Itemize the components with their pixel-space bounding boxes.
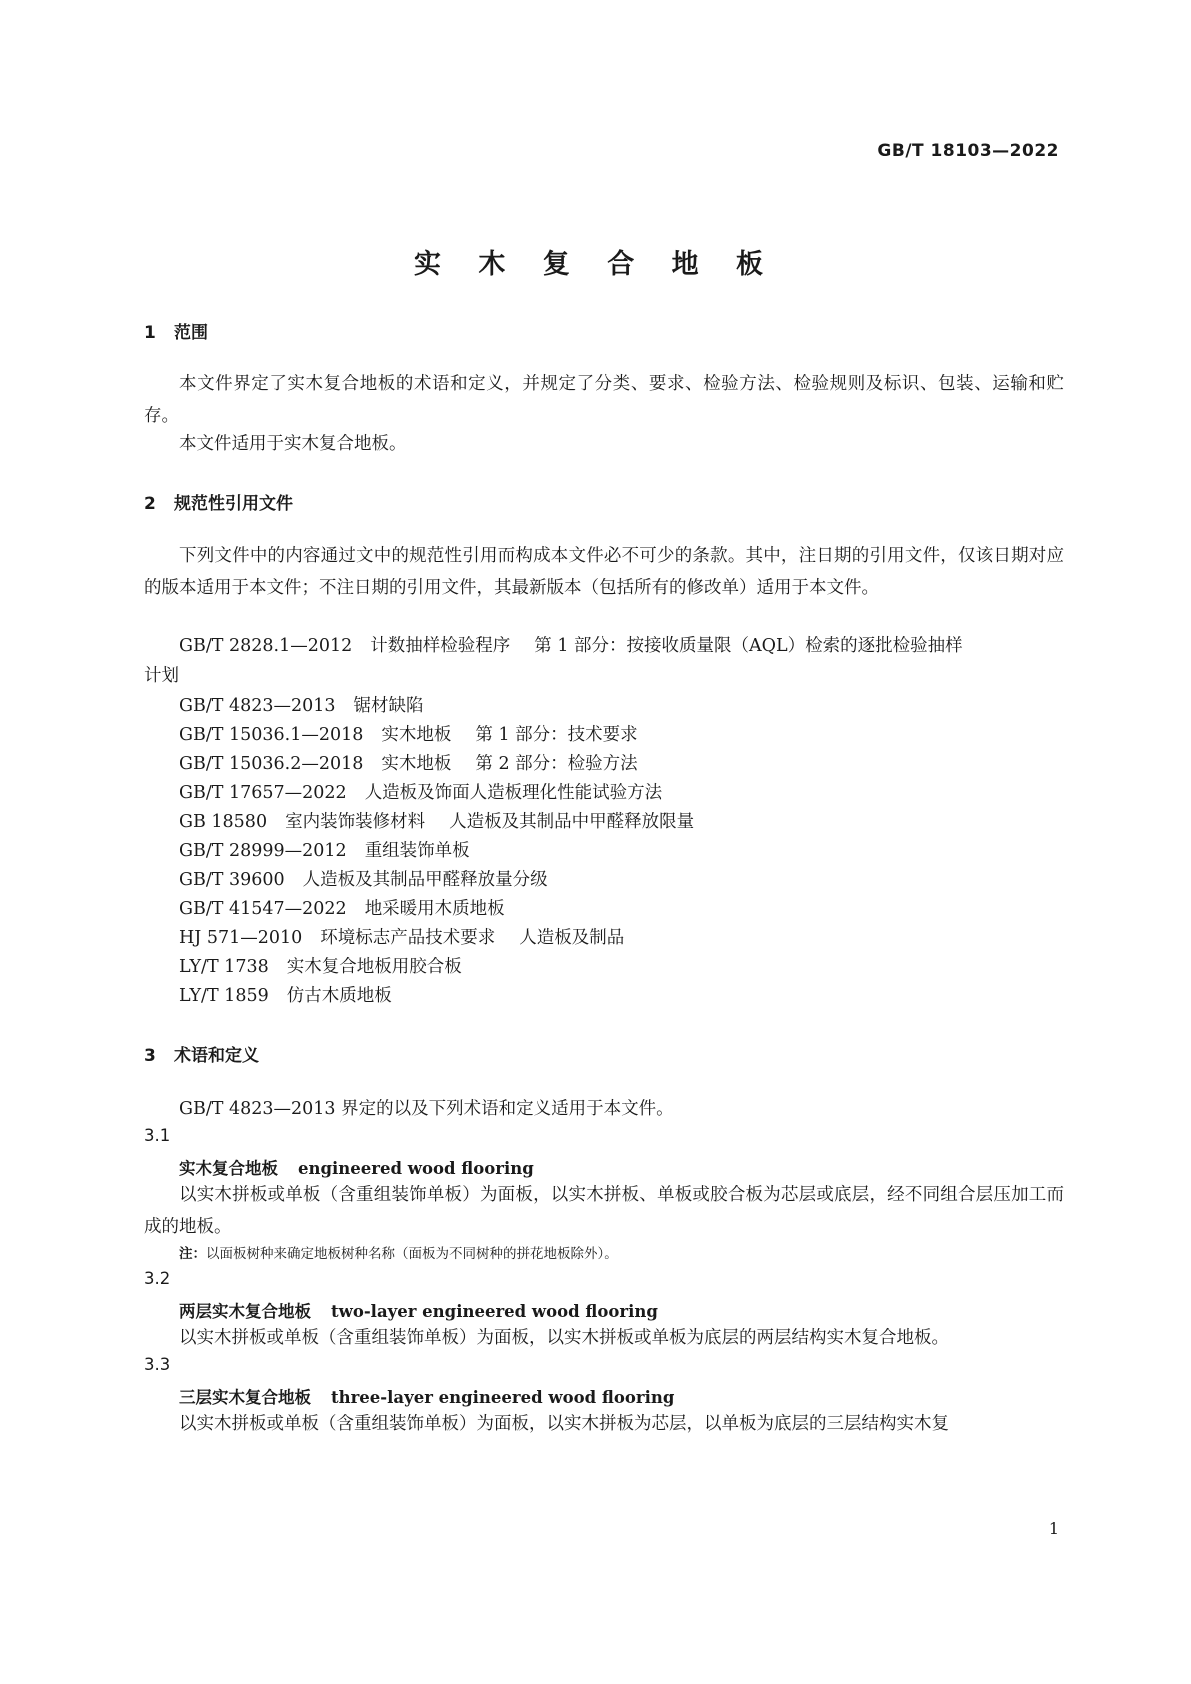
reference-title: 人造板及饰面人造板理化性能试验方法 <box>364 783 663 803</box>
reference-item <box>179 866 548 891</box>
reference-title: 实木复合地板用胶合板 <box>286 957 462 977</box>
reference-item <box>179 837 470 862</box>
reference-title: 人造板及其制品甲醛释放量分级 <box>302 870 548 890</box>
reference-code: GB/T 39600 <box>179 870 285 890</box>
reference-item <box>179 953 462 978</box>
reference-item <box>179 808 694 833</box>
term-english: two-layer engineered wood flooring <box>331 1302 658 1321</box>
reference-item-continuation: 计划 <box>144 666 179 686</box>
clause-number: 3.2 <box>144 1269 171 1288</box>
reference-code: GB/T 15036.2—2018 <box>179 754 364 774</box>
section-number: 2 <box>144 494 156 514</box>
section-title: 规范性引用文件 <box>174 494 293 514</box>
reference-part: 第 1 部分：按接收质量限（AQL）检索的逐批检验抽样 <box>534 636 963 656</box>
term-heading <box>179 1384 674 1408</box>
reference-item <box>179 895 505 920</box>
reference-part: 人造板及其制品中甲醛释放限量 <box>449 812 695 832</box>
term-definition: 以实木拼板或单板（含重组装饰单板）为面板，以实木拼板、单板或胶合板为芯层或底层，经不同组合层压加工而成的地板。 <box>144 1185 1064 1237</box>
reference-code: HJ 571—2010 <box>179 928 303 948</box>
reference-part: 第 2 部分：检验方法 <box>475 754 638 774</box>
reference-code: GB/T 15036.1—2018 <box>179 725 364 745</box>
reference-code: LY/T 1738 <box>179 957 269 977</box>
reference-title: 实木地板 <box>381 754 452 774</box>
reference-part: 第 1 部分：技术要求 <box>475 725 638 745</box>
section-2-intro: 下列文件中的内容通过文中的规范性引用而构成本文件必不可少的条款。其中，注日期的引用文件，仅该日期对应的版本适用于本文件；不注日期的引用文件，其最新版本（包括所有的修改单）适用于本文件。 <box>144 546 1064 598</box>
reference-item <box>179 692 424 717</box>
term-chinese: 三层实木复合地板 <box>179 1388 311 1407</box>
reference-title: 计数抽样检验程序 <box>370 636 511 656</box>
reference-code: GB/T 2828.1—2012 <box>179 636 353 656</box>
section-number: 3 <box>144 1046 156 1066</box>
reference-title: 实木地板 <box>381 725 452 745</box>
reference-title: 地采暖用木质地板 <box>364 899 505 919</box>
reference-item <box>179 721 638 746</box>
reference-title: 锯材缺陷 <box>353 696 424 716</box>
section-1-heading <box>144 318 208 343</box>
term-note <box>179 1242 618 1262</box>
reference-code: LY/T 1859 <box>179 986 269 1006</box>
section-1-paragraph-2: 本文件适用于实木复合地板。 <box>179 434 407 454</box>
section-2-heading <box>144 489 293 514</box>
reference-code: GB/T 41547—2022 <box>179 899 347 919</box>
section-1-paragraph-1: 本文件界定了实木复合地板的术语和定义，并规定了分类、要求、检验方法、检验规则及标识、包装、运输和贮存。 <box>144 374 1064 426</box>
document-title: 实 木 复 合 地 板 <box>414 249 777 280</box>
section-title: 范围 <box>174 323 208 343</box>
reference-code: GB/T 28999—2012 <box>179 841 347 861</box>
reference-code: GB/T 4823—2013 <box>179 696 336 716</box>
term-heading <box>179 1298 658 1322</box>
term-chinese: 两层实木复合地板 <box>179 1302 311 1321</box>
reference-part: 人造板及制品 <box>519 928 625 948</box>
reference-item <box>179 779 662 804</box>
note-label: 注： <box>179 1246 206 1262</box>
note-text: 以面板树种来确定地板树种名称（面板为不同树种的拼花地板除外）。 <box>206 1246 618 1262</box>
reference-item <box>179 750 638 775</box>
section-3-intro: GB/T 4823—2013 界定的以及下列术语和定义适用于本文件。 <box>179 1099 674 1119</box>
clause-number: 3.1 <box>144 1126 171 1145</box>
reference-item <box>179 632 963 657</box>
reference-title: 仿古木质地板 <box>286 986 392 1006</box>
standard-number: GB/T 18103—2022 <box>877 141 1059 161</box>
section-title: 术语和定义 <box>174 1046 259 1066</box>
term-definition: 以实木拼板或单板（含重组装饰单板）为面板，以实木拼板或单板为底层的两层结构实木复合地板。 <box>179 1328 949 1348</box>
reference-item <box>179 924 624 949</box>
reference-code: GB/T 17657—2022 <box>179 783 347 803</box>
term-english: three-layer engineered wood flooring <box>331 1388 675 1407</box>
term-definition: 以实木拼板或单板（含重组装饰单板）为面板，以实木拼板为芯层，以单板为底层的三层结构实木复 <box>179 1414 949 1434</box>
section-3-heading <box>144 1041 259 1066</box>
reference-title: 室内装饰装修材料 <box>285 812 426 832</box>
reference-item <box>179 982 392 1007</box>
clause-number: 3.3 <box>144 1355 171 1374</box>
page-number: 1 <box>1048 1519 1059 1538</box>
term-english: engineered wood flooring <box>298 1159 534 1178</box>
reference-code: GB 18580 <box>179 812 268 832</box>
reference-title: 环境标志产品技术要求 <box>320 928 496 948</box>
term-chinese: 实木复合地板 <box>179 1159 278 1178</box>
reference-title: 重组装饰单板 <box>364 841 470 861</box>
section-number: 1 <box>144 323 156 343</box>
term-heading <box>179 1155 534 1179</box>
